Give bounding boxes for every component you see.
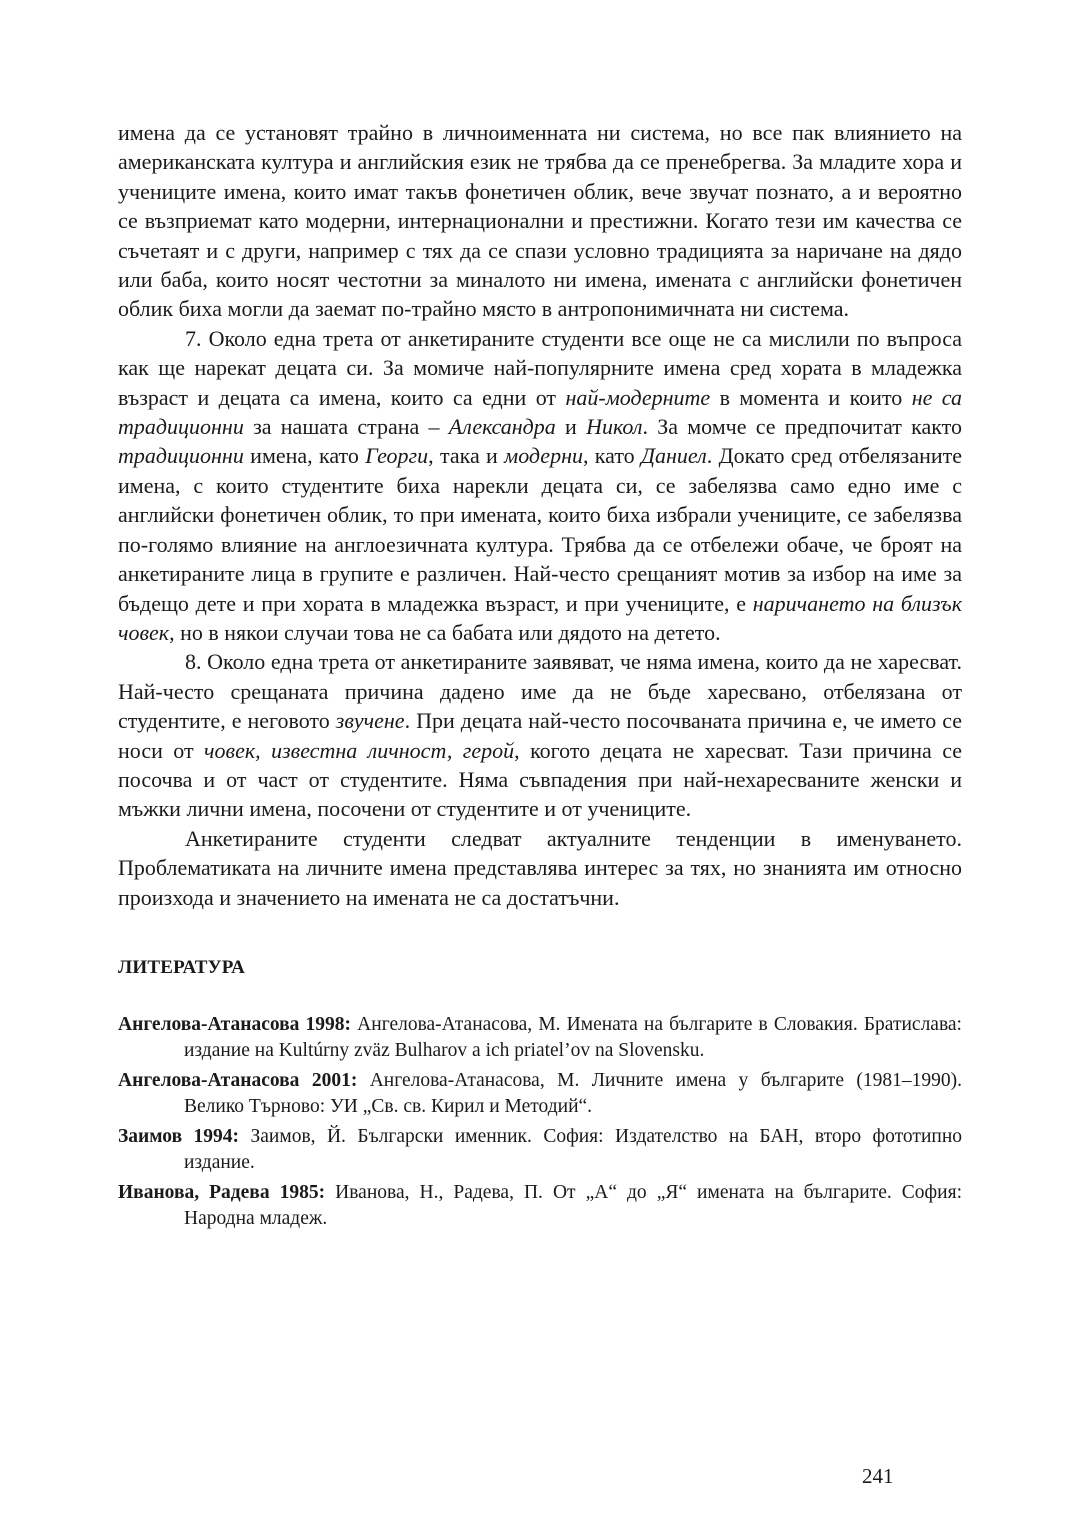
reference-entry: [118, 1180, 962, 1232]
italic-term: наричането на близък човек: [118, 590, 962, 645]
text-run: имена да се установят трайно в личноименната ни система, но все пак влиянието на американската култура и английския език не трябва да се пренебрегва. За младите хора и учениците имена, които имат такъв фонетичен облик, вече звучат познато, а и вероятно се възприемат като модерни, интернационални и престижни. Когато тези им качества се съчетаят и с други, например с тях да се спази условно традицията за наричане на дядо или баба, които носят честотни за миналото ни имена, имената с английски фонетичен облик биха могли да заемат по-трайно място в антропонимичната ни система.: [118, 120, 962, 322]
body-paragraph: [118, 647, 962, 823]
body-paragraph: [118, 118, 962, 324]
italic-term: Даниел: [641, 443, 707, 469]
text-run: 8. Около една трета от анкетираните заявяват, че няма имена, които да не харесват. Най-често срещаната причина дадено име да не бъде харесвано, отбелязана от студентите, е неговото: [118, 649, 962, 734]
italic-term: човек, известна личност, герой: [204, 737, 515, 763]
italic-term: най-модерните: [565, 384, 711, 410]
italic-term: не са традиционни: [118, 384, 962, 440]
text-run: . Докато сред отбелязаните имена, с които студентите биха нарекли децата си, се забелязва само едно име с английски фонетичен облик, то при имената, които биха избрали учениците, се забелязва по-голямо влияние на англоезичната култура. Трябва да се отбележи обаче, че броят на анкетираните лица в групите е различен. Най-често срещаният мотив за избор на име за бъдещо дете и при хората в младежка възраст, и при учениците, е: [118, 443, 963, 616]
body-paragraph: [118, 824, 962, 912]
text-run: , като: [582, 443, 642, 469]
reference-entry: [118, 1012, 962, 1064]
italic-term: Александра: [448, 414, 556, 440]
reference-key: Заимов 1994:: [118, 1125, 240, 1147]
reference-key: Ангелова-Атанасова 2001:: [118, 1069, 358, 1091]
italic-term: модерни: [504, 443, 583, 469]
page: [118, 118, 962, 1236]
text-run: 7. Около една трета от анкетираните студенти все още не са мислили по въпроса как ще нарекат децата си. За момиче най-популярните имена сред хората в младежка възраст и децата са имена, които са едни от: [118, 325, 962, 410]
text-run: , така и: [428, 443, 505, 469]
reference-entry: [118, 1068, 962, 1120]
italic-term: традиционни: [118, 443, 244, 469]
reference-key: Иванова, Радева 1985:: [118, 1181, 326, 1203]
reference-entry: [118, 1124, 962, 1176]
text-run: и: [555, 414, 587, 440]
reference-key: Ангелова-Атанасова 1998:: [118, 1013, 352, 1035]
reference-text: Иванова, Н., Радева, П. От „А“ до „Я“ имената на българите. София: Народна младеж.: [184, 1181, 963, 1229]
text-run: имена, като: [243, 443, 366, 469]
reference-text: Ангелова-Атанасова, М. Личните имена у българите (1981–1990). Велико Търново: УИ „Св. св. Кирил и Методий“.: [184, 1069, 962, 1117]
text-run: в момента и които: [710, 384, 912, 410]
reference-text: Ангелова-Атанасова, М. Имената на българите в Словакия. Братислава: издание на Kultúrny zväz Bulharov a ich priatel’ov na Slovensku.: [184, 1013, 962, 1061]
italic-term: Георги: [365, 443, 429, 469]
text-run: , когото децата не харесват. Тази причина се посочва и от част от студентите. Няма съвпадения при най-нехаресваните женски и мъжки лични имена, посочени от студентите и от учениците.: [118, 737, 962, 822]
text-run: . За момче се предпочитат както: [642, 414, 962, 440]
page-number: 241: [862, 1464, 894, 1488]
text-run: , но в някои случаи това не са бабата или дядото на детето.: [169, 619, 721, 645]
italic-term: Никол: [586, 414, 643, 440]
reference-text: Заимов, Й. Български именник. София: Издателство на БАН, второ фототипно издание.: [184, 1125, 963, 1173]
body-paragraph: [118, 324, 962, 647]
references-list: [118, 1012, 962, 1232]
text-run: за нашата страна –: [243, 414, 449, 440]
italic-term: звучене: [335, 708, 405, 734]
text-run: Анкетираните студенти следват актуалните тенденции в именуването. Проблематиката на личните имена представлява интерес за тях, но знанията им относно произхода и значението на имената не са достатъчни.: [118, 825, 962, 910]
body-text: [118, 118, 962, 912]
references-heading: ЛИТЕРАТУРА: [118, 956, 246, 978]
text-run: . При децата най-често посочваната причина е, че името се носи от: [118, 708, 962, 763]
